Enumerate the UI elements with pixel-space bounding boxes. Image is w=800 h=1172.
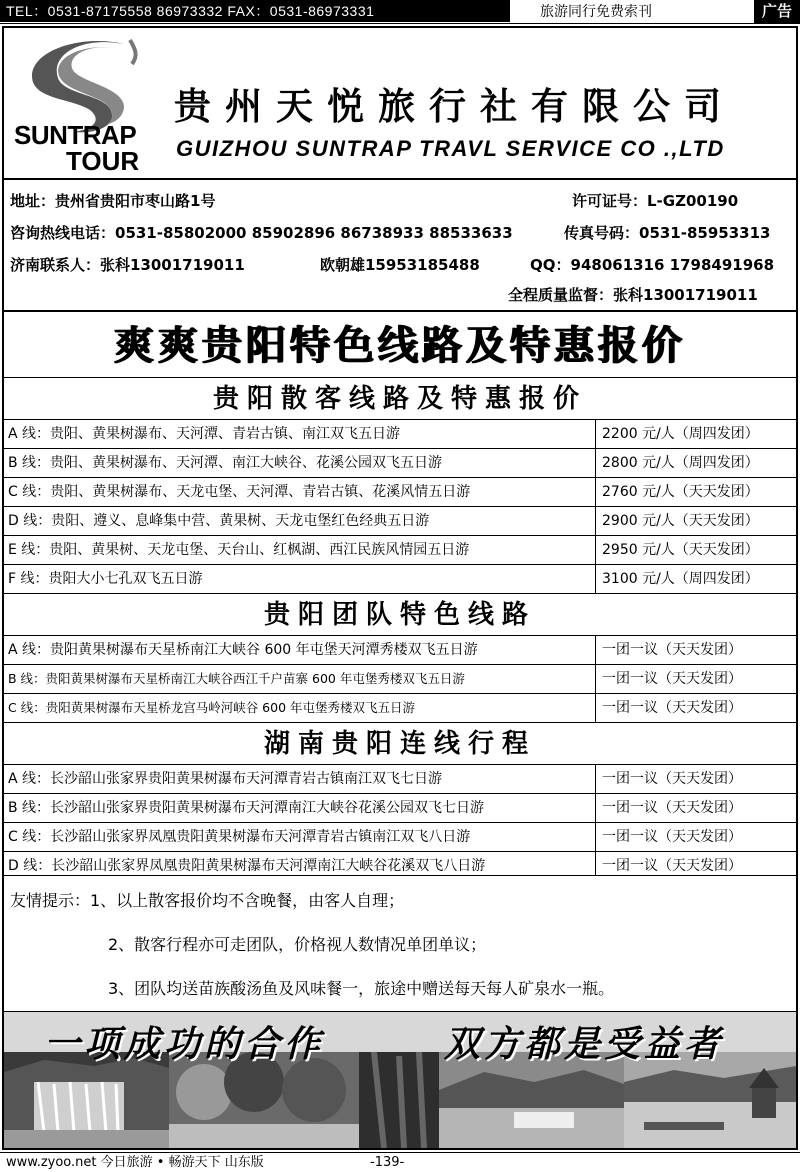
price-text: 2760 元/人（天天发团） — [595, 478, 796, 506]
route-text: F 线：贵阳大小七孔双飞五日游 — [8, 571, 203, 587]
slogan-left: 一项成功的合作 — [44, 1023, 325, 1065]
tip-3: 3、团队均送苗族酸汤鱼及风味餐一，旅途中赠送每天每人矿泉水一瓶。 — [108, 979, 615, 998]
price-text: 一团一议（天天发团） — [595, 823, 796, 851]
price-text: 2900 元/人（天天发团） — [595, 507, 796, 535]
route-text: C 线：贵阳、黄果树瀑布、天龙屯堡、天河潭、青岩古镇、花溪风情五日游 — [8, 484, 471, 500]
company-name-cn: 贵州天悦旅行社有限公司 — [174, 84, 735, 128]
table-row — [4, 478, 796, 507]
ad-frame — [2, 26, 798, 1150]
footer-site: www.zyoo.net 今日旅游 • 畅游天下 山东版 — [6, 1155, 264, 1170]
table-row — [4, 565, 796, 594]
main-title: 爽爽贵阳特色线路及特惠报价 — [4, 314, 796, 378]
page-number: -139- — [370, 1155, 405, 1170]
page-footer — [0, 1152, 800, 1172]
qq-numbers: QQ：948061316 1798491968 — [530, 256, 775, 274]
contact-person-2: 欧朝雄15953185488 — [320, 256, 480, 274]
price-text: 一团一议（天天发团） — [595, 694, 796, 722]
slogan-right: 双方都是受益者 — [444, 1023, 725, 1065]
table-row — [4, 420, 796, 449]
price-text: 2200 元/人（周四发团） — [595, 420, 796, 448]
price-text: 一团一议（天天发团） — [595, 852, 796, 875]
table-row — [4, 823, 796, 852]
route-text: A 线：贵阳黄果树瀑布天星桥南江大峡谷 600 年屯堡天河潭秀楼双飞五日游 — [8, 642, 478, 658]
contact-info — [4, 180, 796, 312]
price-text: 一团一议（天天发团） — [595, 765, 796, 793]
top-bar — [0, 0, 800, 24]
table-row — [4, 852, 796, 876]
top-contact: TEL：0531-87175558 86973332 FAX：0531-86973331 — [0, 0, 510, 22]
route-text: A 线：贵阳、黄果树瀑布、天河潭、青岩古镇、南江双飞五日游 — [8, 426, 401, 442]
table-row — [4, 765, 796, 794]
company-logo — [12, 36, 162, 176]
table-row — [4, 636, 796, 665]
table-row — [4, 794, 796, 823]
hotline: 咨询热线电话：0531-85802000 85902896 86738933 88533633 — [10, 224, 513, 242]
route-text: C 线：贵阳黄果树瀑布天星桥龙宫马岭河峡谷 600 年屯堡秀楼双飞五日游 — [8, 700, 416, 715]
address: 地址：贵州省贵阳市枣山路1号 — [10, 192, 216, 210]
route-text: B 线：贵阳、黄果树瀑布、天河潭、南江大峡谷、花溪公园双飞五日游 — [8, 455, 443, 471]
scenery-banner — [4, 1012, 796, 1148]
route-text: D 线：贵阳、遵义、息峰集中营、黄果树、天龙屯堡红色经典五日游 — [8, 513, 430, 529]
route-text: A 线：长沙韶山张家界贵阳黄果树瀑布天河潭青岩古镇南江双飞七日游 — [8, 771, 443, 787]
table-row — [4, 536, 796, 565]
logo-text-tour: TOUR — [66, 146, 140, 176]
company-name-en: GUIZHOU SUNTRAP TRAVL SERVICE CO .,LTD — [176, 136, 725, 161]
table-row — [4, 449, 796, 478]
price-text: 一团一议（天天发团） — [595, 665, 796, 693]
price-text: 2950 元/人（天天发团） — [595, 536, 796, 564]
table-row — [4, 694, 796, 723]
section-title-group: 贵阳团队特色线路 — [4, 594, 796, 636]
tip-1: 友情提示：1、以上散客报价均不含晚餐，由客人自理； — [10, 891, 405, 910]
quality-supervisor: 全程质量监督：张科13001719011 — [508, 286, 758, 304]
section-title-individual: 贵阳散客线路及特惠报价 — [4, 378, 796, 420]
route-text: C 线：长沙韶山张家界凤凰贵阳黄果树瀑布天河潭青岩古镇南江双飞八日游 — [8, 829, 471, 845]
table-row — [4, 665, 796, 694]
section-title-hunan: 湖南贵阳连线行程 — [4, 723, 796, 765]
route-text: B 线：长沙韶山张家界贵阳黄果树瀑布天河潭南江大峡谷花溪公园双飞七日游 — [8, 800, 485, 816]
route-text: D 线：长沙韶山张家界凤凰贵阳黄果树瀑布天河潭南江大峡谷花溪双飞八日游 — [8, 858, 486, 874]
table-row — [4, 507, 796, 536]
fax-number: 传真号码：0531-85953313 — [564, 224, 771, 242]
top-slogan: 旅游同行免费索刊 — [540, 3, 652, 19]
license-number: 许可证号：L-GZ00190 — [572, 192, 739, 210]
friendly-tips — [4, 876, 796, 1012]
company-header — [4, 28, 796, 180]
logo-text-suntrap: SUNTRAP — [14, 120, 137, 150]
price-text: 2800 元/人（周四发团） — [595, 449, 796, 477]
tip-2: 2、散客行程亦可走团队，价格视人数情况单团单议； — [108, 935, 487, 954]
route-text: E 线：贵阳、黄果树、天龙屯堡、天台山、红枫湖、西江民族风情园五日游 — [8, 542, 470, 558]
price-text: 一团一议（天天发团） — [595, 794, 796, 822]
price-text: 一团一议（天天发团） — [595, 636, 796, 664]
route-text: B 线：贵阳黄果树瀑布天星桥南江大峡谷西江千户苗寨 600 年屯堡秀楼双飞五日游 — [8, 671, 465, 686]
ad-badge: 广告 — [754, 0, 800, 24]
price-text: 3100 元/人（周四发团） — [595, 565, 796, 593]
contact-person-1: 济南联系人：张科13001719011 — [10, 256, 245, 274]
